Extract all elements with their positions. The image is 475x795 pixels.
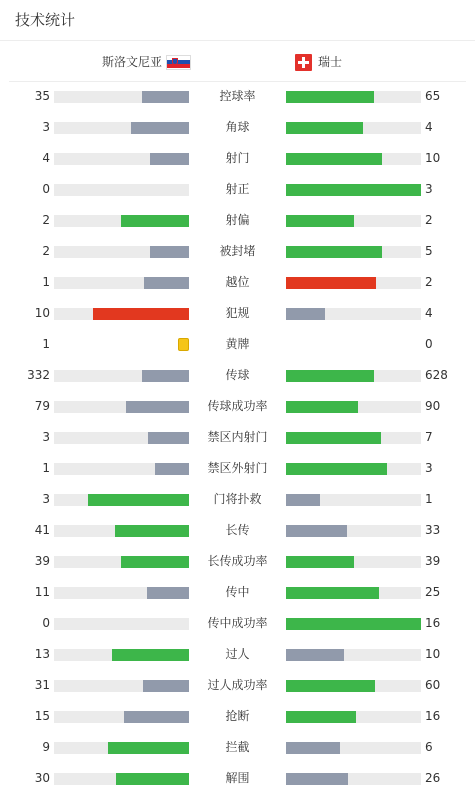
stat-row [0,639,475,670]
stat-label: 角球 [225,120,250,134]
slovenia-flag-icon [166,55,191,70]
stat-row [0,763,475,794]
home-stat-value: 39 [34,554,50,568]
away-stat-bar [286,773,421,785]
home-stat-bar-fill [126,401,189,413]
away-stat-value: 7 [425,430,433,444]
stat-label: 射门 [225,151,250,165]
stat-label: 射偏 [225,213,250,227]
home-stat-bar-fill [88,494,189,506]
stat-row [0,360,475,391]
home-stat-bar-fill [150,246,189,258]
home-stat-bar [54,91,189,103]
away-stat-bar [286,153,421,165]
home-stat-value: 15 [34,709,50,723]
away-stat-value: 10 [425,647,441,661]
away-stat-value: 16 [425,709,441,723]
away-stat-bar [286,246,421,258]
stat-row [0,515,475,546]
stat-row [0,608,475,639]
stat-row [0,298,475,329]
away-stat-value: 26 [425,771,441,785]
away-stat-value: 3 [425,461,433,475]
away-stat-bar-fill [286,680,375,692]
stat-label: 黄牌 [225,337,250,351]
home-stat-value: 13 [34,647,50,661]
away-stat-bar-fill [286,122,363,134]
away-stat-value: 2 [425,275,433,289]
away-stat-bar-fill [286,463,387,475]
home-stat-bar-fill [93,308,189,320]
stat-label: 被封堵 [219,244,256,258]
stat-row [0,81,475,112]
away-stat-value: 16 [425,616,441,630]
home-stat-bar-fill [147,587,189,599]
away-stat-bar [286,463,421,475]
away-stat-bar [286,308,421,320]
away-stat-bar-fill [286,401,358,413]
home-stat-bar-fill [131,122,189,134]
away-stat-bar [286,525,421,537]
home-stat-bar [54,773,189,785]
home-team-name: 斯洛文尼亚 [101,55,162,69]
away-stat-bar [286,556,421,568]
home-stat-bar [54,401,189,413]
stat-label: 传球成功率 [207,399,268,413]
away-stat-bar-fill [286,525,347,537]
home-stat-bar-fill [121,215,189,227]
home-stat-bar [54,680,189,692]
stat-label: 长传 [225,523,250,537]
home-stat-value: 30 [34,771,50,785]
away-stat-value: 6 [425,740,433,754]
yellow-card-icon [178,338,189,351]
home-stat-value: 2 [42,244,50,258]
away-stat-value: 90 [425,399,441,413]
away-stat-value: 39 [425,554,441,568]
home-stat-value: 3 [42,430,50,444]
stat-label: 射正 [225,182,250,196]
stat-label: 过人 [225,647,250,661]
home-stat-value: 1 [42,275,50,289]
home-stat-value: 3 [42,492,50,506]
stat-label: 越位 [225,275,250,289]
away-stat-bar [286,680,421,692]
stat-row [0,670,475,701]
home-stat-bar [54,122,189,134]
away-stat-bar [286,587,421,599]
away-stat-bar [286,215,421,227]
away-stat-bar-fill [286,618,421,630]
home-stat-bar [54,370,189,382]
stat-label: 长传成功率 [207,554,268,568]
stat-label: 传球 [225,368,250,382]
stat-label: 解围 [225,771,250,785]
teams-bar [9,41,466,82]
home-stat-bar-fill [142,91,189,103]
home-stat-bar-fill [150,153,189,165]
home-stat-value: 35 [34,89,50,103]
switzerland-flag-icon [295,54,312,71]
away-stat-value: 10 [425,151,441,165]
home-stat-bar-fill [116,773,189,785]
home-stat-bar-fill [143,680,189,692]
home-stat-bar-fill [144,277,189,289]
away-stat-bar-fill [286,742,340,754]
away-stat-bar-fill [286,556,354,568]
away-stat-bar-fill [286,370,374,382]
away-stat-value: 2 [425,213,433,227]
home-stat-bar-fill [115,525,189,537]
stat-row [0,236,475,267]
home-stat-bar [54,153,189,165]
away-stat-bar-fill [286,308,325,320]
away-stat-bar [286,649,421,661]
stat-label: 传中 [225,585,250,599]
home-stat-bar [54,432,189,444]
away-stat-bar [286,184,421,196]
away-stat-bar [286,122,421,134]
away-stat-bar-fill [286,153,382,165]
away-stat-bar [286,618,421,630]
away-stat-bar-fill [286,494,320,506]
away-stat-bar [286,370,421,382]
stat-row [0,205,475,236]
away-stat-bar [286,91,421,103]
away-stat-value: 3 [425,182,433,196]
home-stat-bar [54,556,189,568]
stat-label: 传中成功率 [207,616,268,630]
stat-row [0,422,475,453]
home-stat-bar-fill [108,742,189,754]
home-stat-value: 2 [42,213,50,227]
home-stat-bar-fill [124,711,189,723]
stats-list [0,81,475,794]
home-stat-value: 41 [34,523,50,537]
home-stat-bar-fill [155,463,189,475]
home-stat-bar [54,463,189,475]
stat-row [0,391,475,422]
home-stat-value: 4 [42,151,50,165]
stat-label: 禁区内射门 [207,430,268,444]
stat-row [0,546,475,577]
home-stat-value: 0 [42,182,50,196]
stat-row [0,732,475,763]
home-stat-value: 1 [42,461,50,475]
away-stat-value: 60 [425,678,441,692]
away-stat-value: 1 [425,492,433,506]
home-stat-bar [54,184,189,196]
away-stat-value: 25 [425,585,441,599]
stat-label: 门将扑救 [213,492,262,506]
home-stat-value: 3 [42,120,50,134]
home-stat-bar [54,649,189,661]
away-stat-bar-fill [286,215,354,227]
away-stat-bar [286,277,421,289]
stat-label: 过人成功率 [207,678,268,692]
home-stat-value: 9 [42,740,50,754]
stat-row [0,577,475,608]
stat-row [0,174,475,205]
home-stat-bar-fill [121,556,189,568]
away-stat-bar-fill [286,773,348,785]
home-team [102,53,191,71]
stats-header [0,0,475,41]
stat-label: 禁区外射门 [207,461,268,475]
home-stat-bar [54,277,189,289]
stat-row [0,453,475,484]
away-stat-bar [286,742,421,754]
away-stat-value: 4 [425,120,433,134]
stat-row [0,112,475,143]
away-team-name: 瑞士 [318,55,343,69]
away-team [295,53,342,71]
away-stat-value: 4 [425,306,433,320]
home-stat-bar-fill [142,370,189,382]
home-stat-bar [54,618,189,630]
home-stat-bar [54,246,189,258]
home-stat-bar [54,711,189,723]
away-stat-value: 0 [425,337,433,351]
away-stat-bar [286,401,421,413]
away-stat-value: 628 [425,368,448,382]
away-stat-bar-fill [286,184,421,196]
away-stat-value: 33 [425,523,441,537]
page-title: 技术统计 [15,11,76,29]
home-stat-value: 0 [42,616,50,630]
stat-row [0,484,475,515]
away-stat-bar-fill [286,587,379,599]
home-stat-value: 79 [34,399,50,413]
home-stat-value: 11 [34,585,50,599]
home-stat-value: 332 [27,368,50,382]
home-stat-value: 10 [34,306,50,320]
home-stat-bar [54,742,189,754]
stat-row [0,267,475,298]
stat-row [0,701,475,732]
stat-label: 控球率 [219,89,256,103]
stat-row [0,329,475,360]
away-stat-bar-fill [286,649,344,661]
away-stat-bar [286,711,421,723]
away-stat-bar-fill [286,711,356,723]
away-stat-bar-fill [286,246,382,258]
away-stat-bar-fill [286,91,374,103]
home-stat-bar [54,525,189,537]
away-stat-bar-fill [286,277,376,289]
away-stat-bar [286,432,421,444]
home-stat-value: 31 [34,678,50,692]
away-stat-value: 5 [425,244,433,258]
away-stat-value: 65 [425,89,441,103]
home-stat-bar [54,308,189,320]
home-stat-bar-fill [112,649,189,661]
home-stat-bar [54,494,189,506]
stat-row [0,143,475,174]
stat-label: 犯规 [225,306,250,320]
home-stat-bar [54,215,189,227]
away-stat-bar [286,494,421,506]
away-stat-bar-fill [286,432,381,444]
stat-label: 抢断 [225,709,250,723]
home-stat-value: 1 [42,337,50,351]
home-stat-bar-fill [148,432,189,444]
stat-label: 拦截 [225,740,250,754]
home-stat-bar [54,587,189,599]
